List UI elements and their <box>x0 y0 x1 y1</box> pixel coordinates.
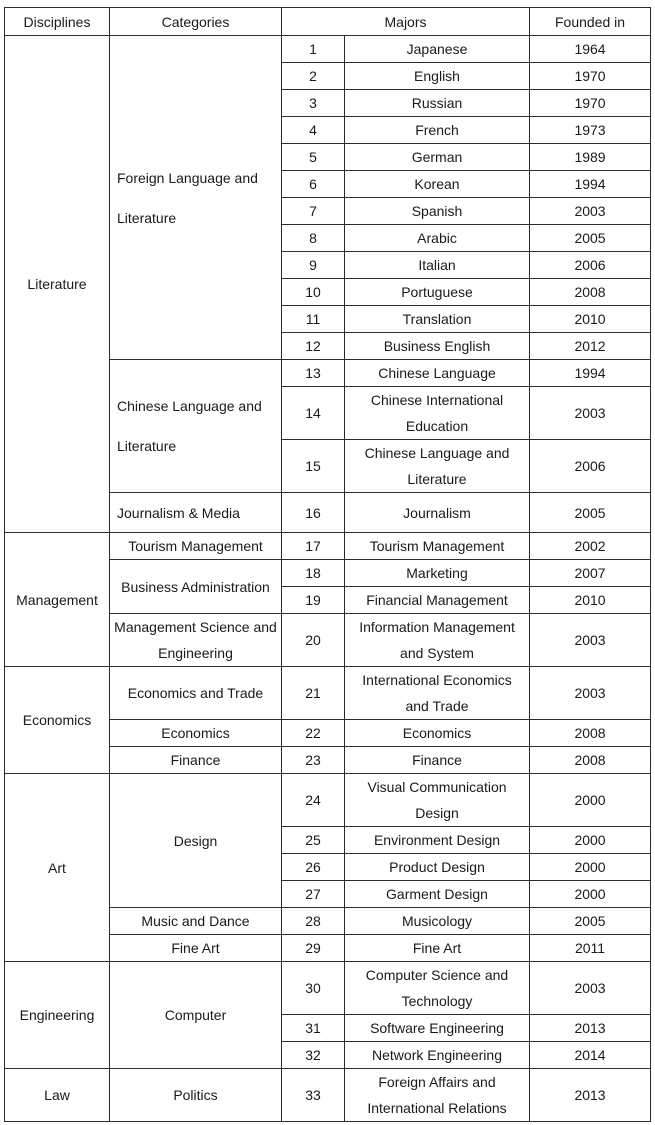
major-name: Tourism Management <box>345 533 530 560</box>
major-number: 23 <box>282 747 345 774</box>
major-name: Information Management and System <box>345 614 530 667</box>
major-name: Chinese Language <box>345 360 530 387</box>
discipline-cell: Management <box>5 533 110 667</box>
major-year: 1994 <box>530 171 651 198</box>
category-cell: Economics <box>110 720 282 747</box>
major-name: Italian <box>345 252 530 279</box>
major-number: 8 <box>282 225 345 252</box>
major-name: Environment Design <box>345 827 530 854</box>
major-number: 11 <box>282 306 345 333</box>
discipline-cell: Engineering <box>5 962 110 1069</box>
major-year: 2003 <box>530 614 651 667</box>
major-year: 2000 <box>530 854 651 881</box>
major-year: 1989 <box>530 144 651 171</box>
major-name: Arabic <box>345 225 530 252</box>
major-number: 27 <box>282 881 345 908</box>
major-year: 2000 <box>530 881 651 908</box>
discipline-cell: Law <box>5 1069 110 1122</box>
major-name: Japanese <box>345 36 530 63</box>
major-name: Chinese Language and Literature <box>345 440 530 493</box>
table-row <box>5 533 651 560</box>
major-number: 20 <box>282 614 345 667</box>
major-name: International Economics and Trade <box>345 667 530 720</box>
major-name: Garment Design <box>345 881 530 908</box>
table-row <box>5 1069 651 1122</box>
category-cell: Fine Art <box>110 935 282 962</box>
major-name: Software Engineering <box>345 1015 530 1042</box>
major-name: Visual Communication Design <box>345 774 530 827</box>
major-number: 5 <box>282 144 345 171</box>
major-name: Product Design <box>345 854 530 881</box>
major-number: 22 <box>282 720 345 747</box>
major-number: 30 <box>282 962 345 1015</box>
category-cell: Economics and Trade <box>110 667 282 720</box>
major-name: Business English <box>345 333 530 360</box>
header-categories: Categories <box>110 8 282 36</box>
major-number: 29 <box>282 935 345 962</box>
major-year: 2008 <box>530 279 651 306</box>
discipline-cell: Literature <box>5 36 110 533</box>
major-name: Portuguese <box>345 279 530 306</box>
major-name: Translation <box>345 306 530 333</box>
major-year: 2006 <box>530 440 651 493</box>
major-number: 25 <box>282 827 345 854</box>
table-row <box>5 667 651 720</box>
major-number: 12 <box>282 333 345 360</box>
major-year: 1970 <box>530 90 651 117</box>
major-year: 2003 <box>530 387 651 440</box>
major-year: 2011 <box>530 935 651 962</box>
major-name: Finance <box>345 747 530 774</box>
major-number: 3 <box>282 90 345 117</box>
category-cell: Management Science and Engineering <box>110 614 282 667</box>
major-number: 31 <box>282 1015 345 1042</box>
major-year: 2003 <box>530 962 651 1015</box>
category-cell: Music and Dance <box>110 908 282 935</box>
major-name: Foreign Affairs and International Relations <box>345 1069 530 1122</box>
major-number: 18 <box>282 560 345 587</box>
major-number: 2 <box>282 63 345 90</box>
major-number: 15 <box>282 440 345 493</box>
major-year: 2010 <box>530 587 651 614</box>
major-year: 2006 <box>530 252 651 279</box>
majors-table <box>4 7 651 1122</box>
major-year: 2013 <box>530 1015 651 1042</box>
major-name: Fine Art <box>345 935 530 962</box>
major-year: 2008 <box>530 747 651 774</box>
major-year: 2013 <box>530 1069 651 1122</box>
major-year: 1964 <box>530 36 651 63</box>
major-number: 13 <box>282 360 345 387</box>
major-name: Network Engineering <box>345 1042 530 1069</box>
major-name: Marketing <box>345 560 530 587</box>
major-year: 2014 <box>530 1042 651 1069</box>
major-name: Financial Management <box>345 587 530 614</box>
major-year: 2005 <box>530 493 651 533</box>
category-cell: Computer <box>110 962 282 1069</box>
major-year: 1970 <box>530 63 651 90</box>
category-cell: Foreign Language and Literature <box>110 36 282 360</box>
table-row <box>5 962 651 1015</box>
major-year: 2005 <box>530 225 651 252</box>
major-year: 1973 <box>530 117 651 144</box>
category-cell: Finance <box>110 747 282 774</box>
major-number: 6 <box>282 171 345 198</box>
major-number: 16 <box>282 493 345 533</box>
major-name: Computer Science and Technology <box>345 962 530 1015</box>
major-year: 2003 <box>530 198 651 225</box>
major-number: 33 <box>282 1069 345 1122</box>
major-name: Journalism <box>345 493 530 533</box>
header-row <box>5 8 651 36</box>
major-number: 32 <box>282 1042 345 1069</box>
category-cell: Politics <box>110 1069 282 1122</box>
major-year: 2000 <box>530 827 651 854</box>
major-name: German <box>345 144 530 171</box>
header-majors: Majors <box>282 8 530 36</box>
major-number: 17 <box>282 533 345 560</box>
major-number: 7 <box>282 198 345 225</box>
discipline-cell: Economics <box>5 667 110 774</box>
major-number: 14 <box>282 387 345 440</box>
major-number: 19 <box>282 587 345 614</box>
major-number: 10 <box>282 279 345 306</box>
major-year: 2012 <box>530 333 651 360</box>
header-founded: Founded in <box>530 8 651 36</box>
major-year: 2003 <box>530 667 651 720</box>
major-year: 2010 <box>530 306 651 333</box>
major-year: 2005 <box>530 908 651 935</box>
major-number: 1 <box>282 36 345 63</box>
major-year: 2002 <box>530 533 651 560</box>
major-year: 1994 <box>530 360 651 387</box>
major-number: 21 <box>282 667 345 720</box>
major-number: 28 <box>282 908 345 935</box>
major-name: Russian <box>345 90 530 117</box>
major-name: Chinese International Education <box>345 387 530 440</box>
category-cell: Business Administration <box>110 560 282 614</box>
major-name: Spanish <box>345 198 530 225</box>
major-year: 2000 <box>530 774 651 827</box>
category-cell: Design <box>110 774 282 908</box>
major-number: 24 <box>282 774 345 827</box>
major-name: Korean <box>345 171 530 198</box>
major-name: French <box>345 117 530 144</box>
major-number: 26 <box>282 854 345 881</box>
category-cell: Journalism & Media <box>110 493 282 533</box>
category-cell: Tourism Management <box>110 533 282 560</box>
table-row <box>5 36 651 63</box>
major-number: 9 <box>282 252 345 279</box>
major-year: 2008 <box>530 720 651 747</box>
major-year: 2007 <box>530 560 651 587</box>
major-name: English <box>345 63 530 90</box>
table-row <box>5 774 651 827</box>
category-cell: Chinese Language and Literature <box>110 360 282 493</box>
major-name: Musicology <box>345 908 530 935</box>
header-disciplines: Disciplines <box>5 8 110 36</box>
major-number: 4 <box>282 117 345 144</box>
major-name: Economics <box>345 720 530 747</box>
discipline-cell: Art <box>5 774 110 962</box>
